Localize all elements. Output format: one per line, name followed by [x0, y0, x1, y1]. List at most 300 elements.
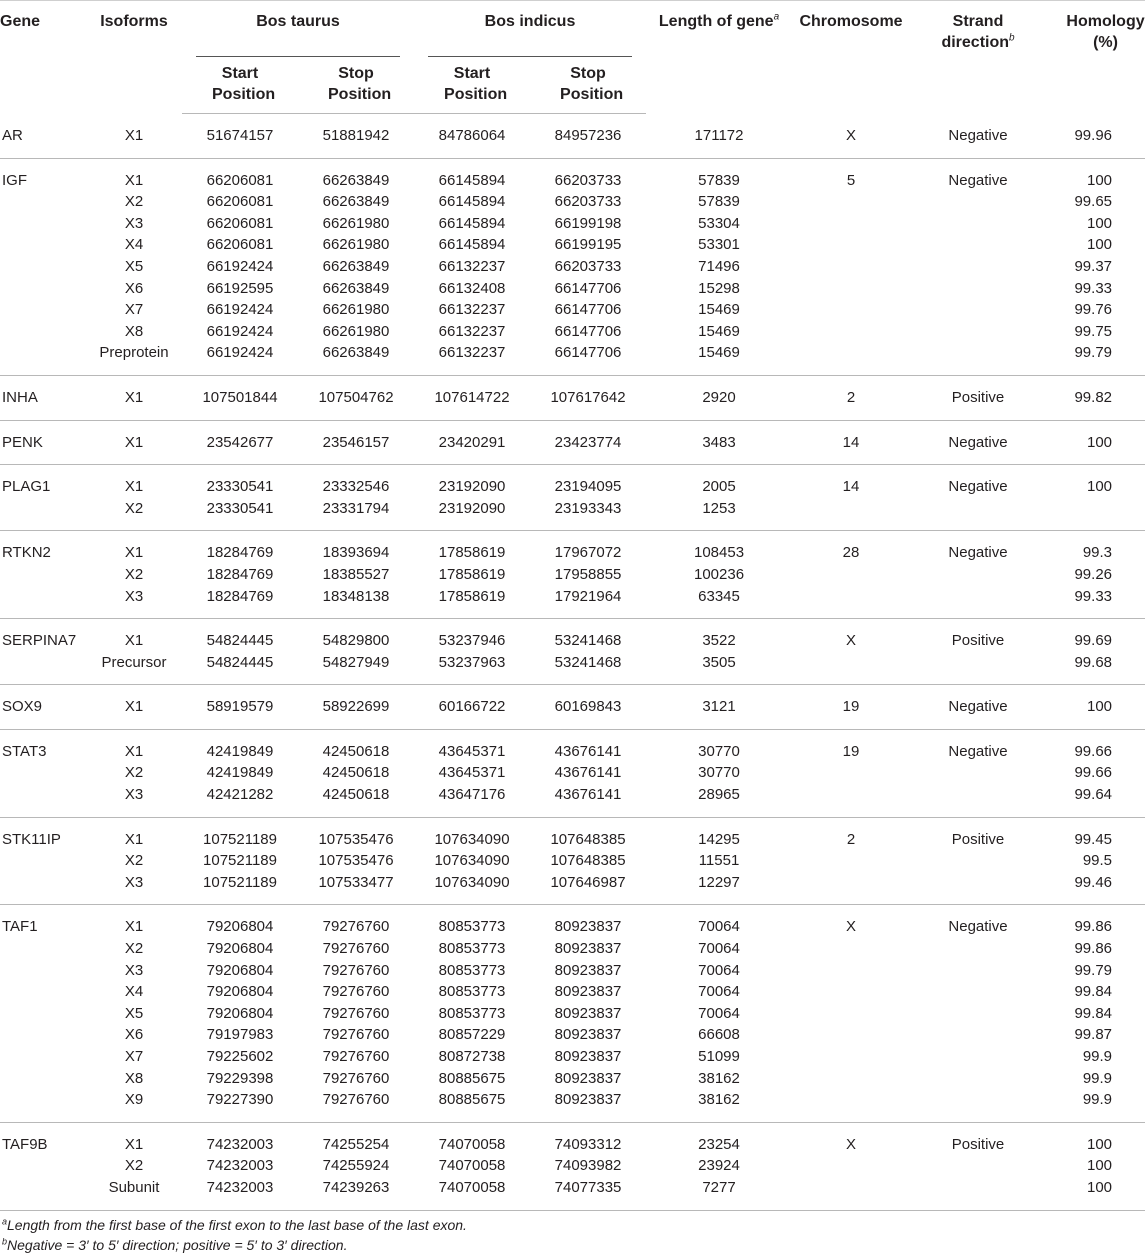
cell-homology — [1046, 498, 1145, 531]
cell-gene — [0, 1024, 86, 1046]
cell-bi-start: 53237963 — [438, 653, 506, 671]
cell-bi-start: 66132408 — [438, 279, 506, 297]
cell-strand — [910, 1003, 1046, 1025]
cell-chromosome: 19 — [792, 685, 910, 730]
cell-gene: TAF1 — [0, 905, 86, 938]
table-row — [0, 1046, 1145, 1068]
cell-homology: 99.76 — [1074, 301, 1113, 319]
cell-bi-start: 23420291 — [414, 420, 530, 465]
cell-chromosome: X — [792, 905, 910, 938]
cell-homology: 99.26 — [1074, 565, 1113, 583]
table-row — [0, 234, 1145, 256]
cell-length: 171172 — [694, 126, 744, 144]
header-isoforms: Isoforms — [86, 1, 182, 114]
header-length: Length of gene$^a$ — [646, 1, 792, 114]
cell-isoform: X5 — [124, 257, 144, 275]
cell-bi-start: 66132237 — [438, 344, 506, 362]
cell-bt-start: 107521189 — [203, 873, 277, 891]
cell-bt-start: 79229398 — [206, 1069, 274, 1087]
table-row — [0, 784, 1145, 817]
footnote-mark-b: b — [1009, 32, 1015, 44]
cell-bt-stop: 79276760 — [322, 1048, 390, 1065]
cell-homology: 99.65 — [1074, 193, 1113, 211]
cell-homology: 99.82 — [1046, 375, 1145, 420]
cell-length: 100236 — [693, 565, 745, 583]
table-row — [0, 850, 1145, 872]
cell-length: 2920 — [646, 375, 792, 420]
table-row — [0, 817, 1145, 850]
header-bi-stop: Stop Position — [530, 57, 646, 114]
cell-isoform: X1 — [86, 375, 182, 420]
cell-bi-start: 74070058 — [414, 1177, 530, 1210]
cell-gene — [0, 1155, 86, 1177]
cell-strand — [910, 784, 1046, 817]
cell-chromosome — [792, 342, 910, 375]
header-chromosome: Chromosome — [792, 1, 910, 114]
cell-bt-stop: 18385527 — [322, 565, 390, 583]
cell-bt-start: 66206081 — [206, 214, 274, 232]
cell-strand — [910, 256, 1046, 278]
cell-length: 70064 — [698, 1004, 740, 1022]
cell-strand — [910, 1068, 1046, 1090]
cell-homology: 99.66 — [1046, 729, 1145, 762]
cell-isoform: X9 — [124, 1091, 144, 1109]
cell-bi-start: 66145894 — [438, 193, 506, 211]
cell-gene — [0, 586, 86, 619]
cell-homology: 99.87 — [1074, 1026, 1113, 1044]
cell-length: 3505 — [702, 653, 736, 671]
cell-bt-start: 23330541 — [206, 499, 274, 517]
cell-length: 70064 — [646, 905, 792, 938]
cell-chromosome — [792, 321, 910, 343]
table-row — [0, 1155, 1145, 1177]
table-row — [0, 960, 1145, 982]
cell-chromosome — [792, 981, 910, 1003]
cell-bt-start: 58919579 — [182, 685, 298, 730]
footnote-mark: a — [2, 1215, 8, 1226]
cell-strand: Positive — [910, 817, 1046, 850]
cell-homology: 99.33 — [1074, 587, 1113, 605]
table-row — [0, 114, 1145, 159]
cell-chromosome — [792, 1089, 910, 1122]
cell-chromosome: 28 — [792, 531, 910, 564]
cell-strand — [910, 278, 1046, 300]
cell-gene — [0, 256, 86, 278]
cell-bi-stop: 23423774 — [530, 420, 646, 465]
table-row — [0, 586, 1145, 619]
cell-homology: 99.68 — [1074, 653, 1113, 671]
table-row — [0, 729, 1145, 762]
cell-bt-start: 107521189 — [182, 817, 298, 850]
header-bt-stop: Stop Position — [298, 57, 414, 114]
cell-homology: 100 — [1086, 236, 1113, 254]
cell-gene — [0, 299, 86, 321]
cell-isoform: Preprotein — [99, 344, 169, 362]
cell-homology: 99.9 — [1082, 1069, 1113, 1087]
cell-chromosome — [792, 652, 910, 685]
table-row — [0, 420, 1145, 465]
cell-length: 3522 — [646, 619, 792, 652]
cell-bt-start: 51674157 — [206, 127, 274, 144]
cell-gene — [0, 213, 86, 235]
cell-isoform: X1 — [86, 420, 182, 465]
cell-isoform: Subunit — [86, 1177, 182, 1210]
cell-length: 70064 — [698, 983, 740, 1001]
cell-bt-stop: 79276760 — [322, 1091, 390, 1109]
cell-gene — [0, 321, 86, 343]
cell-bt-start: 18284769 — [206, 565, 274, 583]
cell-bi-stop: 80923837 — [554, 1004, 622, 1022]
cell-bt-stop: 107535476 — [318, 852, 394, 870]
cell-bi-stop: 84957236 — [554, 127, 622, 144]
cell-bt-start: 79206804 — [182, 905, 298, 938]
table-row — [0, 981, 1145, 1003]
table-row — [0, 342, 1145, 375]
cell-bt-stop: 79276760 — [322, 983, 390, 1001]
cell-bi-start: 74070058 — [414, 1122, 530, 1155]
cell-strand — [910, 872, 1046, 905]
cell-bi-start: 80853773 — [438, 940, 506, 958]
cell-strand — [910, 1155, 1046, 1177]
footnote — [2, 1235, 1145, 1255]
cell-length: 15469 — [698, 344, 740, 362]
cell-isoform: X1 — [86, 465, 182, 498]
footnote — [2, 1215, 1145, 1235]
cell-homology: 99.64 — [1074, 786, 1113, 804]
table-row — [0, 652, 1145, 685]
cell-bi-start: 23192090 — [438, 499, 506, 517]
cell-bi-stop: 17921964 — [554, 587, 622, 605]
cell-homology: 99.45 — [1046, 817, 1145, 850]
table-row — [0, 321, 1145, 343]
cell-strand — [910, 321, 1046, 343]
table-row — [0, 1089, 1145, 1122]
cell-strand: Positive — [910, 375, 1046, 420]
cell-length: 53304 — [698, 214, 740, 232]
cell-bi-stop: 74093982 — [554, 1157, 622, 1175]
cell-length: 70064 — [698, 961, 740, 979]
cell-gene — [0, 191, 86, 213]
cell-bi-start: 66145894 — [414, 158, 530, 191]
cell-length: 28965 — [698, 786, 740, 804]
cell-bt-stop: 66261980 — [322, 214, 390, 232]
cell-homology: 99.66 — [1074, 764, 1113, 782]
table-body — [0, 114, 1145, 1211]
cell-bt-start: 79206804 — [206, 1004, 274, 1022]
header-bos-indicus: Bos indicus — [414, 1, 646, 58]
cell-bt-start: 79206804 — [206, 961, 274, 979]
cell-homology: 99.9 — [1082, 1048, 1113, 1065]
cell-gene: RTKN2 — [0, 531, 86, 564]
cell-chromosome — [792, 960, 910, 982]
cell-homology: 99.33 — [1074, 279, 1113, 297]
cell-isoform: X5 — [124, 1004, 144, 1022]
cell-gene — [0, 498, 86, 531]
cell-bi-start: 80857229 — [438, 1026, 506, 1044]
cell-bi-start: 107634090 — [434, 873, 510, 891]
cell-bi-start: 17858619 — [414, 531, 530, 564]
cell-chromosome — [792, 234, 910, 256]
cell-isoform: X7 — [124, 1048, 144, 1065]
cell-homology: 99.46 — [1074, 873, 1113, 891]
cell-bt-start: 79225602 — [206, 1048, 274, 1065]
cell-bi-stop: 17967072 — [530, 531, 646, 564]
cell-length: 66608 — [698, 1026, 740, 1044]
cell-bt-stop: 18393694 — [298, 531, 414, 564]
cell-homology: 99.3 — [1046, 531, 1145, 564]
cell-bt-stop: 79276760 — [322, 940, 390, 958]
cell-bi-stop: 80923837 — [554, 1026, 622, 1044]
table-row — [0, 762, 1145, 784]
cell-bt-stop: 66263849 — [322, 193, 390, 211]
cell-homology: 100 — [1046, 465, 1145, 498]
cell-bi-stop: 66203733 — [530, 158, 646, 191]
cell-length: 11551 — [698, 852, 740, 870]
cell-strand — [910, 498, 1046, 531]
cell-chromosome — [792, 213, 910, 235]
table-row — [0, 465, 1145, 498]
cell-strand — [910, 586, 1046, 619]
cell-bt-start: 79227390 — [206, 1091, 274, 1109]
cell-bt-stop: 23331794 — [322, 499, 390, 517]
cell-length: 63345 — [698, 587, 740, 605]
cell-bi-start: 53237946 — [414, 619, 530, 652]
cell-gene — [0, 1046, 86, 1068]
cell-gene — [0, 234, 86, 256]
cell-chromosome: 2 — [792, 817, 910, 850]
cell-isoform: X4 — [124, 983, 144, 1001]
cell-bt-stop: 79276760 — [322, 961, 390, 979]
header-bi-start: Start Position — [414, 57, 530, 114]
cell-length: 51099 — [698, 1048, 740, 1065]
cell-gene: PLAG1 — [0, 465, 86, 498]
cell-length: 57839 — [646, 158, 792, 191]
cell-length: 7277 — [646, 1177, 792, 1210]
table-row — [0, 685, 1145, 730]
cell-chromosome: 5 — [792, 158, 910, 191]
cell-bt-stop: 23546157 — [298, 420, 414, 465]
cell-gene — [0, 960, 86, 982]
cell-bi-stop: 107617642 — [530, 375, 646, 420]
cell-isoform: X6 — [124, 1026, 144, 1044]
cell-length: 38162 — [698, 1069, 740, 1087]
cell-chromosome — [792, 498, 910, 531]
cell-strand — [910, 981, 1046, 1003]
cell-homology: 99.86 — [1046, 905, 1145, 938]
cell-strand — [910, 299, 1046, 321]
header-bt-start: Start Position — [182, 57, 298, 114]
cell-bi-start: 107614722 — [414, 375, 530, 420]
cell-bt-stop: 107504762 — [298, 375, 414, 420]
cell-bi-stop: 60169843 — [530, 685, 646, 730]
cell-bi-stop: 66147706 — [554, 344, 622, 362]
cell-strand — [910, 850, 1046, 872]
cell-bi-stop: 107648385 — [550, 852, 626, 870]
cell-bt-start: 79206804 — [206, 983, 274, 1001]
cell-isoform: X4 — [124, 236, 144, 254]
cell-chromosome — [792, 1003, 910, 1025]
cell-chromosome: X — [792, 1122, 910, 1155]
cell-isoform: X2 — [124, 1157, 144, 1175]
cell-bt-start: 54824445 — [182, 619, 298, 652]
cell-bt-stop: 79276760 — [322, 1069, 390, 1087]
cell-isoform: X2 — [124, 193, 144, 211]
cell-length: 15469 — [698, 301, 740, 319]
cell-length: 3483 — [646, 420, 792, 465]
cell-strand — [910, 191, 1046, 213]
cell-isoform: X2 — [124, 499, 144, 517]
cell-isoform: X3 — [124, 961, 144, 979]
cell-gene — [0, 762, 86, 784]
cell-length: 38162 — [698, 1091, 740, 1109]
cell-bt-start: 66192424 — [206, 344, 274, 362]
cell-bi-start: 43647176 — [438, 786, 506, 804]
cell-strand: Negative — [910, 685, 1046, 730]
cell-bi-stop: 80923837 — [554, 961, 622, 979]
cell-strand — [910, 652, 1046, 685]
cell-length: 12297 — [698, 873, 740, 891]
cell-bi-stop: 107648385 — [530, 817, 646, 850]
cell-gene: STAT3 — [0, 729, 86, 762]
table-row — [0, 1024, 1145, 1046]
cell-gene — [0, 938, 86, 960]
cell-length: 53301 — [698, 236, 740, 254]
cell-strand — [910, 1089, 1046, 1122]
cell-bi-stop: 43676141 — [530, 729, 646, 762]
cell-length: 30770 — [698, 764, 740, 782]
cell-bt-stop: 42450618 — [322, 764, 390, 782]
cell-isoform: X1 — [86, 817, 182, 850]
cell-bi-start: 80885675 — [438, 1091, 506, 1109]
cell-bi-stop: 23194095 — [530, 465, 646, 498]
cell-bt-stop: 107535476 — [298, 817, 414, 850]
cell-chromosome — [792, 278, 910, 300]
cell-chromosome — [792, 564, 910, 586]
cell-chromosome — [792, 938, 910, 960]
cell-isoform: X2 — [124, 940, 144, 958]
cell-gene — [0, 342, 86, 375]
cell-bt-stop: 51881942 — [322, 127, 390, 144]
cell-bt-start: 79197983 — [206, 1026, 274, 1044]
table-row — [0, 872, 1145, 905]
cell-gene — [0, 564, 86, 586]
cell-bt-stop: 66261980 — [322, 301, 390, 319]
cell-strand — [910, 234, 1046, 256]
cell-gene — [0, 1068, 86, 1090]
cell-homology: 100 — [1046, 1177, 1145, 1210]
cell-bi-start: 80853773 — [438, 983, 506, 1001]
cell-bt-stop: 66263849 — [298, 158, 414, 191]
cell-isoform: X2 — [124, 565, 144, 583]
table-row — [0, 938, 1145, 960]
cell-gene: TAF9B — [0, 1122, 86, 1155]
cell-bi-stop: 80923837 — [554, 983, 622, 1001]
cell-bt-start: 18284769 — [206, 587, 274, 605]
cell-strand: Negative — [910, 158, 1046, 191]
cell-homology: 99.9 — [1082, 1091, 1113, 1109]
cell-bi-stop: 66147706 — [554, 322, 622, 340]
cell-chromosome: 19 — [792, 729, 910, 762]
table-row — [0, 1003, 1145, 1025]
cell-chromosome — [792, 586, 910, 619]
cell-isoform: X3 — [124, 214, 144, 232]
cell-chromosome: 14 — [792, 465, 910, 498]
cell-gene: AR — [2, 126, 23, 144]
cell-bi-stop: 80923837 — [554, 1091, 622, 1109]
cell-bi-stop: 53241468 — [554, 653, 622, 671]
cell-bt-start: 66192424 — [206, 257, 274, 275]
cell-bi-stop: 66203733 — [554, 193, 622, 211]
cell-bi-stop: 80923837 — [530, 905, 646, 938]
cell-length: 70064 — [698, 940, 740, 958]
cell-bt-stop: 79276760 — [322, 1026, 390, 1044]
cell-homology: 100 — [1086, 214, 1113, 232]
cell-bt-stop: 23332546 — [298, 465, 414, 498]
cell-chromosome — [792, 1068, 910, 1090]
cell-homology: 100 — [1046, 1122, 1145, 1155]
cell-bi-start: 17858619 — [438, 565, 506, 583]
header-homology: Homology (%) — [1046, 1, 1145, 114]
cell-homology: 99.5 — [1082, 852, 1113, 870]
table-row — [0, 564, 1145, 586]
header-bos-taurus: Bos taurus — [182, 1, 414, 58]
table-row — [0, 1122, 1145, 1155]
cell-homology: 99.79 — [1074, 344, 1113, 362]
cell-isoform: X3 — [124, 587, 144, 605]
cell-strand — [910, 213, 1046, 235]
cell-length: 71496 — [698, 257, 740, 275]
cell-bt-start: 74232003 — [182, 1122, 298, 1155]
cell-bi-stop: 80923837 — [554, 1048, 622, 1065]
cell-gene — [0, 872, 86, 905]
cell-bi-stop: 66199195 — [554, 236, 622, 254]
cell-bt-start: 66192424 — [206, 301, 274, 319]
cell-isoform: X1 — [86, 619, 182, 652]
table-row — [0, 256, 1145, 278]
cell-bi-stop: 43676141 — [554, 786, 622, 804]
cell-bi-start: 80872738 — [438, 1048, 506, 1065]
cell-length: 14295 — [646, 817, 792, 850]
cell-chromosome — [792, 1155, 910, 1177]
cell-bi-stop: 74077335 — [530, 1177, 646, 1210]
cell-bt-stop: 66261980 — [322, 322, 390, 340]
cell-strand: Negative — [948, 126, 1008, 144]
cell-length: 108453 — [646, 531, 792, 564]
cell-isoform: X1 — [86, 905, 182, 938]
cell-isoform: X1 — [86, 685, 182, 730]
cell-homology: 100 — [1046, 685, 1145, 730]
cell-isoform: X1 — [86, 158, 182, 191]
cell-gene: PENK — [0, 420, 86, 465]
cell-isoform: X2 — [124, 764, 144, 782]
cell-bt-start: 23330541 — [182, 465, 298, 498]
cell-homology: 100 — [1046, 420, 1145, 465]
cell-bt-stop: 54829800 — [298, 619, 414, 652]
table-row — [0, 158, 1145, 191]
cell-chromosome — [792, 1046, 910, 1068]
cell-bt-start: 18284769 — [182, 531, 298, 564]
cell-homology: 100 — [1086, 1157, 1113, 1175]
cell-homology: 100 — [1046, 158, 1145, 191]
cell-isoform: X3 — [124, 873, 144, 891]
cell-gene — [0, 850, 86, 872]
cell-length: 57839 — [698, 193, 740, 211]
cell-strand: Negative — [910, 729, 1046, 762]
cell-isoform: X3 — [124, 786, 144, 804]
cell-strand — [910, 564, 1046, 586]
cell-bi-start: 66132237 — [438, 322, 506, 340]
table-row — [0, 375, 1145, 420]
